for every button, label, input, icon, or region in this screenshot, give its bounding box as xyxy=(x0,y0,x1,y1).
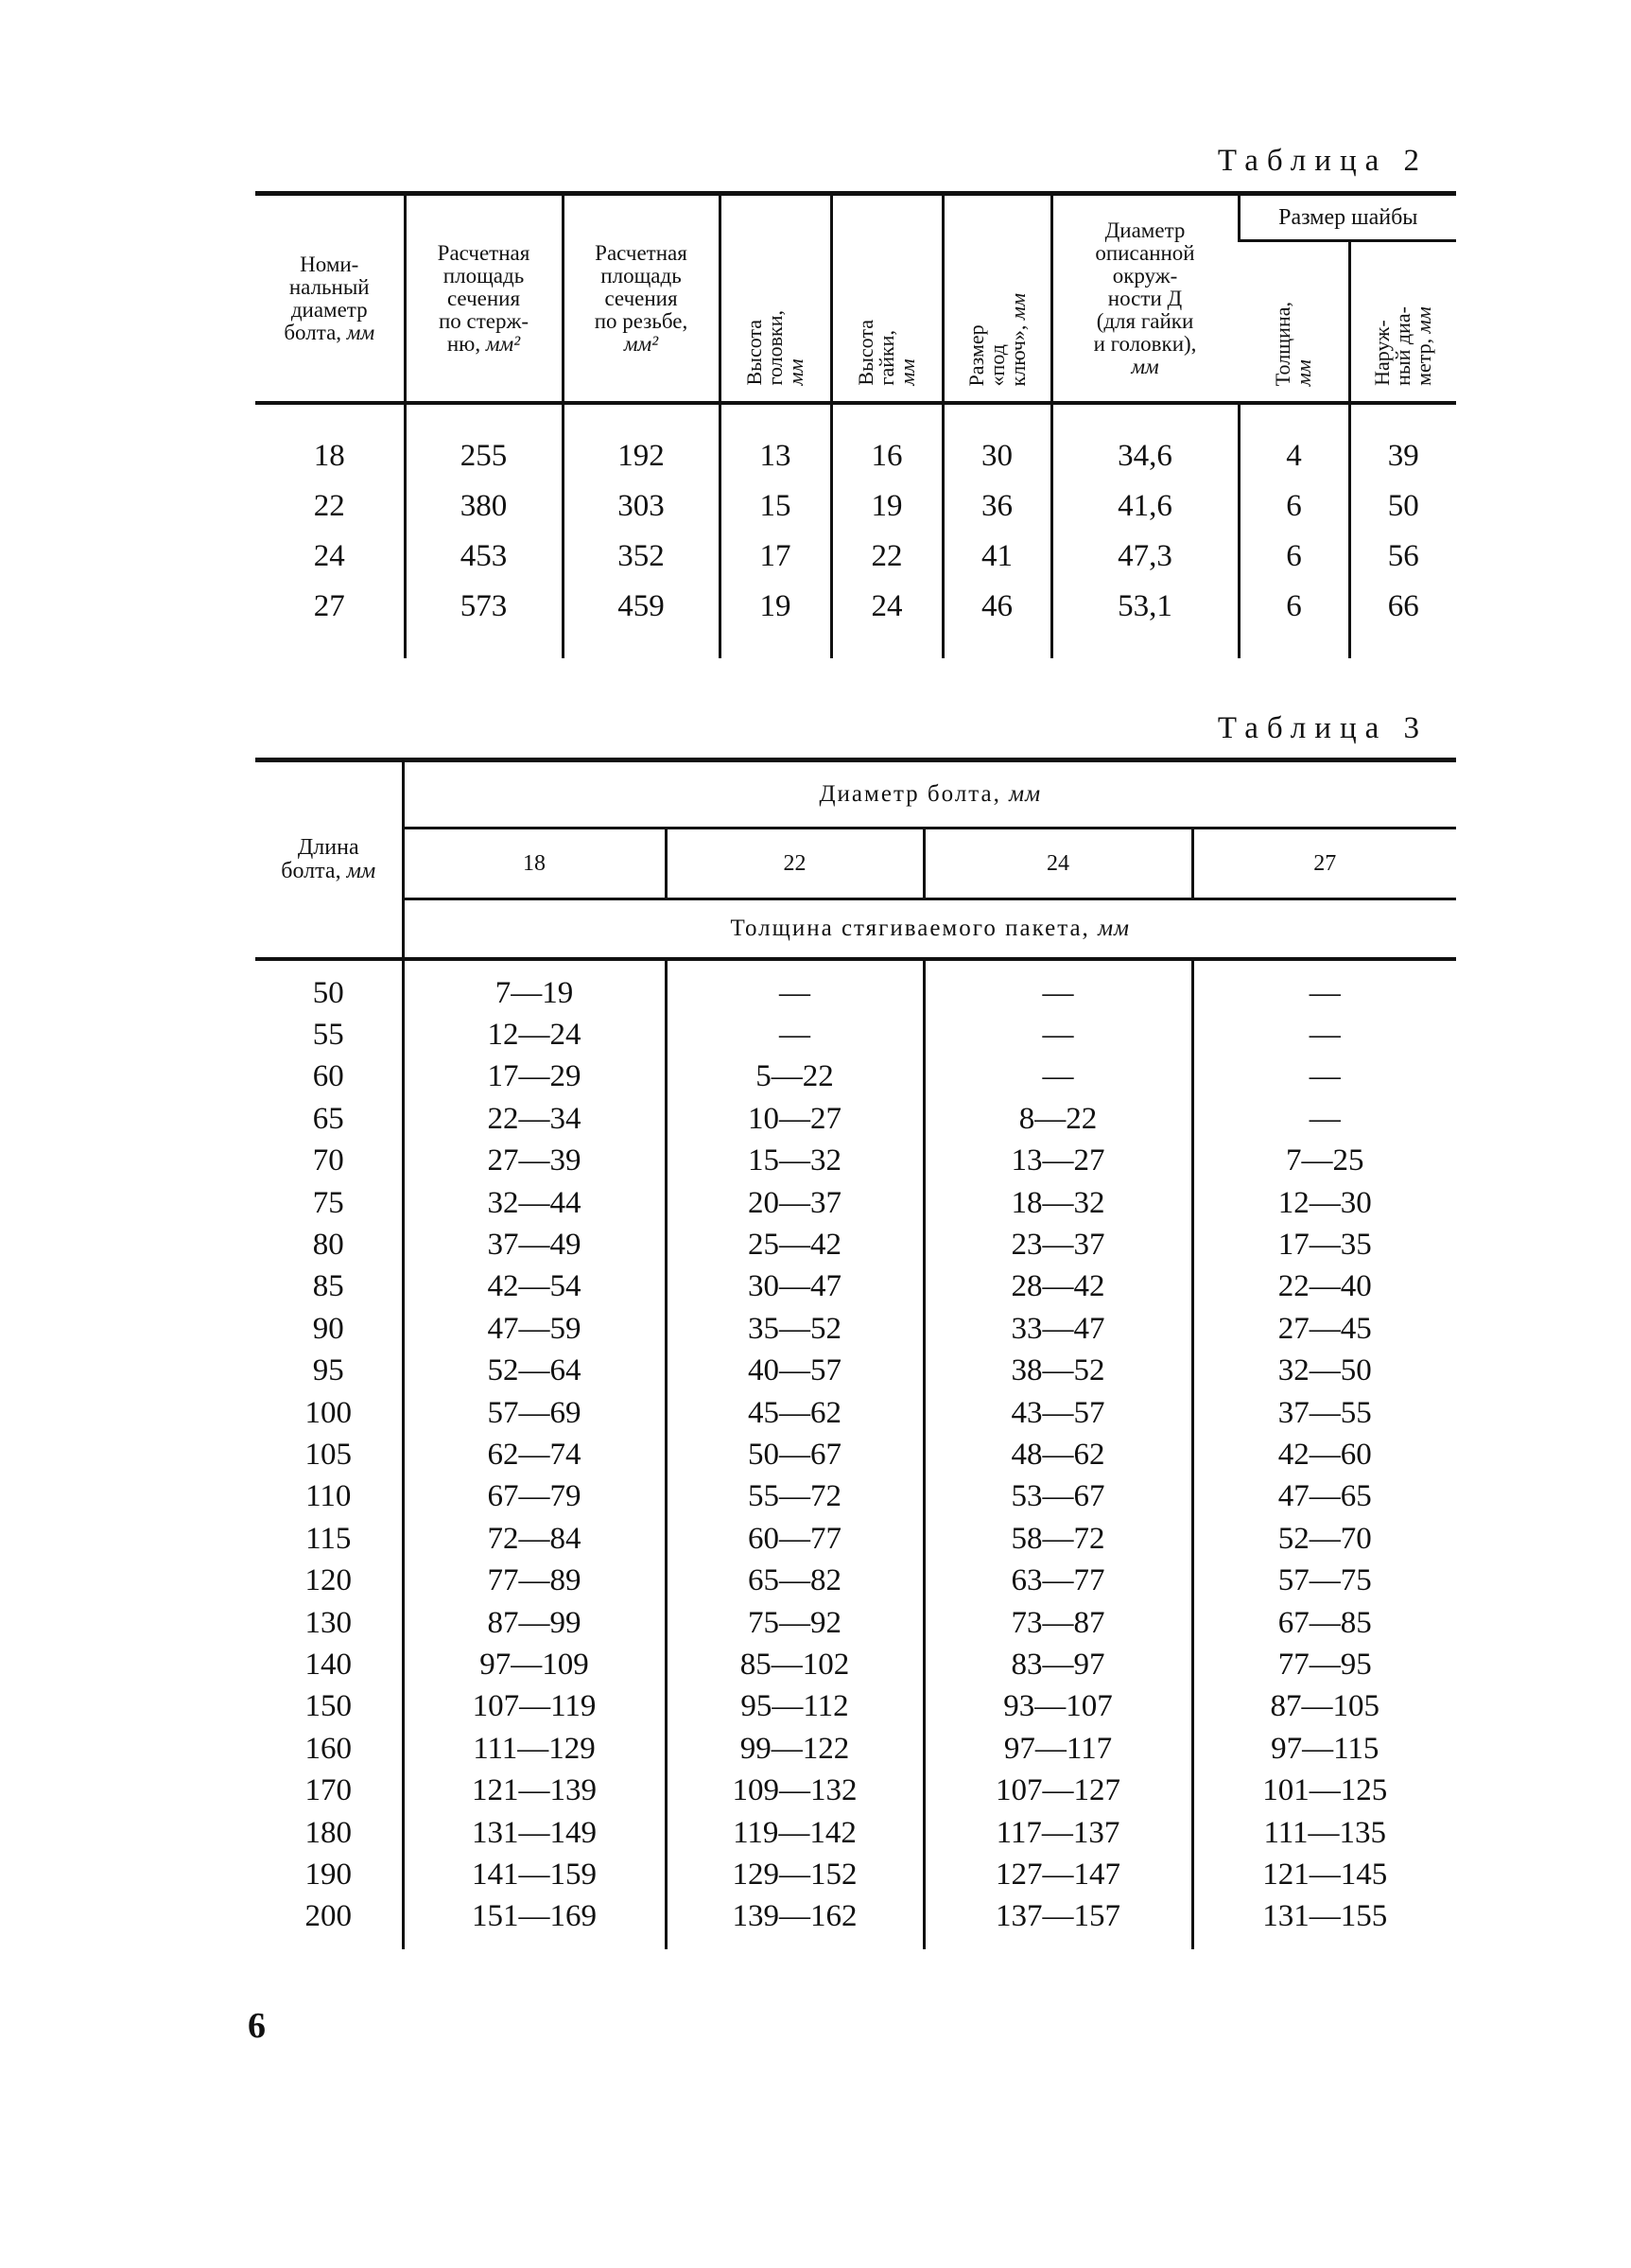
table-row xyxy=(255,582,1456,658)
header-area-thread: Расчетная площадь сечения по резьбе, мм² xyxy=(563,194,720,404)
table-cell: 23—37 xyxy=(924,1224,1192,1265)
table-cell: 7—25 xyxy=(1286,1143,1364,1178)
table-row xyxy=(255,532,1456,582)
table-cell: 13 xyxy=(720,403,831,481)
table-cell: 140 xyxy=(255,1644,403,1685)
header-nut-height: Высота гайки, мм xyxy=(831,194,943,404)
table-cell: 73—87 xyxy=(924,1602,1192,1644)
table-cell: 27 xyxy=(313,589,345,623)
table-cell: 36 xyxy=(943,481,1051,532)
table-cell: 97—117 xyxy=(924,1728,1192,1770)
table-cell: 200 xyxy=(255,1896,403,1949)
table-cell: 35—52 xyxy=(666,1308,924,1350)
table-cell: 111—135 xyxy=(1263,1815,1387,1850)
table-cell: 60—77 xyxy=(666,1518,924,1560)
table-cell: 5—22 xyxy=(666,1056,924,1098)
table-cell: 30—47 xyxy=(666,1266,924,1308)
table-cell: 83—97 xyxy=(924,1644,1192,1685)
table-cell: 111—129 xyxy=(403,1728,666,1770)
table-row xyxy=(255,1308,1456,1350)
table-3-caption: Таблица 3 xyxy=(1217,711,1428,745)
table-cell: 70 xyxy=(255,1141,403,1182)
table-cell: 18—32 xyxy=(924,1182,1192,1224)
header-wrench-size: Размер «под ключ», мм xyxy=(943,194,1051,404)
table-cell: 67—79 xyxy=(403,1476,666,1518)
table-cell: — xyxy=(666,959,924,1014)
table-cell: 58—72 xyxy=(924,1518,1192,1560)
table-row xyxy=(255,1434,1456,1475)
table-cell: 45—62 xyxy=(666,1392,924,1434)
table-cell: 573 xyxy=(405,582,563,658)
table-cell: 160 xyxy=(255,1728,403,1770)
table-cell: 15—32 xyxy=(666,1141,924,1182)
table-cell: 17—29 xyxy=(403,1056,666,1098)
table-cell: — xyxy=(1309,1059,1341,1094)
table-cell: 75—92 xyxy=(666,1602,924,1644)
diameter-22: 22 xyxy=(666,829,924,899)
table-2-caption: Таблица 2 xyxy=(1217,144,1428,178)
diameter-27: 27 xyxy=(1192,829,1456,899)
table-cell: 24 xyxy=(313,539,345,573)
table-cell: 100 xyxy=(255,1392,403,1434)
table-cell: 85 xyxy=(255,1266,403,1308)
header-washer-outer-diameter: Наруж- ный диа- метр, мм xyxy=(1349,241,1456,404)
table-cell: 459 xyxy=(563,582,720,658)
table-row xyxy=(255,481,1456,532)
table-cell: 53,1 xyxy=(1051,582,1239,658)
table-cell: 127—147 xyxy=(924,1854,1192,1895)
table-cell: 97—109 xyxy=(403,1644,666,1685)
table-cell: 115 xyxy=(255,1518,403,1560)
table-cell: 24 xyxy=(831,582,943,658)
table-cell: 190 xyxy=(255,1854,403,1895)
table-row xyxy=(255,1728,1456,1770)
table-cell: 43—57 xyxy=(924,1392,1192,1434)
table-cell: 137—157 xyxy=(924,1896,1192,1949)
table-cell: 47—65 xyxy=(1277,1479,1372,1514)
table-cell: 85—102 xyxy=(666,1644,924,1685)
table-cell: 28—42 xyxy=(924,1266,1192,1308)
table-cell: 95 xyxy=(255,1351,403,1392)
table-cell: 27—39 xyxy=(403,1141,666,1182)
table-row xyxy=(255,1560,1456,1601)
page-number: 6 xyxy=(248,2006,266,2046)
table-cell: 72—84 xyxy=(403,1518,666,1560)
table-cell: 121—139 xyxy=(403,1770,666,1811)
table-row xyxy=(255,1602,1456,1644)
table-cell: 50 xyxy=(255,959,403,1014)
table-cell: 33—47 xyxy=(924,1308,1192,1350)
table-cell: 75 xyxy=(255,1182,403,1224)
header-head-height: Высота головки, мм xyxy=(720,194,831,404)
table-cell: 130 xyxy=(255,1602,403,1644)
table-cell: 90 xyxy=(255,1308,403,1350)
table-cell: 6 xyxy=(1239,481,1349,532)
table-3 xyxy=(255,758,1456,1949)
table-cell: 38—52 xyxy=(924,1351,1192,1392)
table-cell: 453 xyxy=(405,532,563,582)
table-cell: 32—50 xyxy=(1277,1353,1372,1388)
table-row xyxy=(255,1812,1456,1854)
table-cell: 62—74 xyxy=(403,1434,666,1475)
table-cell: 39 xyxy=(1349,403,1456,481)
table-row xyxy=(255,403,1456,481)
table-cell: 131—155 xyxy=(1262,1899,1388,1934)
table-row xyxy=(255,1098,1456,1140)
table-cell: 65 xyxy=(255,1098,403,1140)
table-cell: 255 xyxy=(405,403,563,481)
table-cell: 48—62 xyxy=(924,1434,1192,1475)
table-cell: 20—37 xyxy=(666,1182,924,1224)
table-cell: — xyxy=(666,1014,924,1055)
table-cell: 180 xyxy=(255,1812,403,1854)
table-cell: 41,6 xyxy=(1051,481,1239,532)
table-cell: 37—55 xyxy=(1277,1395,1372,1430)
table-cell: 87—99 xyxy=(403,1602,666,1644)
table-cell: 110 xyxy=(255,1476,403,1518)
table-row xyxy=(255,1351,1456,1392)
table-cell: 352 xyxy=(563,532,720,582)
table-cell: 15 xyxy=(720,481,831,532)
table-cell: 56 xyxy=(1349,532,1456,582)
table-row xyxy=(255,1854,1456,1895)
header-washer-size: Размер шайбы xyxy=(1239,194,1456,241)
table-cell: 66 xyxy=(1349,582,1456,658)
table-cell: 22 xyxy=(831,532,943,582)
table-cell: 63—77 xyxy=(924,1560,1192,1601)
table-cell: 52—70 xyxy=(1277,1521,1372,1556)
table-cell: — xyxy=(1309,1018,1341,1053)
table-cell: 47,3 xyxy=(1051,532,1239,582)
table-cell: 27—45 xyxy=(1277,1311,1372,1346)
table-cell: 67—85 xyxy=(1277,1605,1372,1640)
table-cell: 10—27 xyxy=(666,1098,924,1140)
table-cell: 13—27 xyxy=(924,1141,1192,1182)
table-cell: 119—142 xyxy=(666,1812,924,1854)
header-circumscribed-diameter: Диаметр описанной окруж- ности Д (для гайки и головки), мм xyxy=(1051,194,1239,404)
table-cell: 57—69 xyxy=(403,1392,666,1434)
table-cell: 117—137 xyxy=(924,1812,1192,1854)
table-cell: 150 xyxy=(255,1686,403,1728)
table-cell: 77—95 xyxy=(1277,1647,1372,1682)
table-cell: — xyxy=(1309,1101,1341,1136)
table-cell: 52—64 xyxy=(403,1351,666,1392)
table-row xyxy=(255,1182,1456,1224)
table-cell: 7—19 xyxy=(403,959,666,1014)
table-cell: 17—35 xyxy=(1277,1228,1372,1263)
table-cell: 12—30 xyxy=(1277,1185,1372,1220)
table-cell: 107—127 xyxy=(924,1770,1192,1811)
table-cell: 57—75 xyxy=(1277,1563,1372,1598)
table-cell: — xyxy=(924,1014,1192,1055)
table-cell: 32—44 xyxy=(403,1182,666,1224)
table-cell: — xyxy=(924,959,1192,1014)
table-cell: 80 xyxy=(255,1224,403,1265)
table-cell: 19 xyxy=(831,481,943,532)
table-cell: 34,6 xyxy=(1051,403,1239,481)
table-cell: 17 xyxy=(720,532,831,582)
table-cell: — xyxy=(924,1056,1192,1098)
table-cell: 30 xyxy=(943,403,1051,481)
table-cell: 42—60 xyxy=(1277,1437,1372,1472)
table-cell: 40—57 xyxy=(666,1351,924,1392)
table-cell: 47—59 xyxy=(403,1308,666,1350)
header-washer-thickness: Толщина, мм xyxy=(1239,241,1349,404)
table-cell: 105 xyxy=(255,1434,403,1475)
table-cell: 8—22 xyxy=(924,1098,1192,1140)
table-cell: 151—169 xyxy=(403,1896,666,1949)
table-cell: 380 xyxy=(405,481,563,532)
table-cell: 6 xyxy=(1239,532,1349,582)
table-cell: 22—40 xyxy=(1277,1269,1372,1304)
table-cell: 101—125 xyxy=(1262,1773,1388,1808)
table-cell: 19 xyxy=(720,582,831,658)
diameter-18: 18 xyxy=(403,829,666,899)
table-row xyxy=(255,1266,1456,1308)
table-cell: 22 xyxy=(313,489,345,523)
table-row xyxy=(255,1770,1456,1811)
table-cell: 303 xyxy=(563,481,720,532)
table-row xyxy=(255,1518,1456,1560)
table-cell: — xyxy=(1309,975,1341,1010)
table-cell: 109—132 xyxy=(666,1770,924,1811)
table-2 xyxy=(255,191,1456,658)
table-cell: 46 xyxy=(943,582,1051,658)
table-cell: 53—67 xyxy=(924,1476,1192,1518)
table-cell: 192 xyxy=(563,403,720,481)
table-cell: 50—67 xyxy=(666,1434,924,1475)
table-cell: 16 xyxy=(831,403,943,481)
header-area-rod: Расчетная площадь сечения по стерж- ню, мм² xyxy=(405,194,563,404)
table-cell: 107—119 xyxy=(403,1686,666,1728)
header-nominal-diameter: Номи- нальный диаметр болта, мм xyxy=(255,194,405,404)
table-cell: 65—82 xyxy=(666,1560,924,1601)
table-cell: 141—159 xyxy=(403,1854,666,1895)
table-cell: 97—115 xyxy=(1271,1731,1379,1766)
table-cell: 41 xyxy=(943,532,1051,582)
header-package-thickness: Толщина стягиваемого пакета, мм xyxy=(403,899,1456,960)
header-bolt-length: Длина болта, мм xyxy=(255,760,403,960)
table-row xyxy=(255,1141,1456,1182)
table-row xyxy=(255,959,1456,1014)
table-cell: 12—24 xyxy=(403,1014,666,1055)
table-cell: 18 xyxy=(313,439,345,473)
table-row xyxy=(255,1014,1456,1055)
table-cell: 121—145 xyxy=(1262,1857,1388,1892)
header-bolt-diameter: Диаметр болта, мм xyxy=(819,781,1042,807)
table-cell: 95—112 xyxy=(666,1686,924,1728)
table-row xyxy=(255,1644,1456,1685)
table-cell: 129—152 xyxy=(666,1854,924,1895)
diameter-24: 24 xyxy=(924,829,1192,899)
table-cell: 55—72 xyxy=(666,1476,924,1518)
table-cell: 60 xyxy=(255,1056,403,1098)
table-cell: 170 xyxy=(255,1770,403,1811)
table-cell: 77—89 xyxy=(403,1560,666,1601)
table-cell: 131—149 xyxy=(403,1812,666,1854)
table-cell: 22—34 xyxy=(403,1098,666,1140)
table-row xyxy=(255,1056,1456,1098)
table-row xyxy=(255,1224,1456,1265)
table-cell: 87—105 xyxy=(1270,1689,1380,1724)
table-row xyxy=(255,1392,1456,1434)
table-cell: 37—49 xyxy=(403,1224,666,1265)
table-row xyxy=(255,1476,1456,1518)
table-cell: 4 xyxy=(1239,403,1349,481)
table-cell: 50 xyxy=(1349,481,1456,532)
table-cell: 139—162 xyxy=(666,1896,924,1949)
table-cell: 42—54 xyxy=(403,1266,666,1308)
table-cell: 93—107 xyxy=(924,1686,1192,1728)
table-cell: 120 xyxy=(255,1560,403,1601)
table-cell: 55 xyxy=(255,1014,403,1055)
table-cell: 6 xyxy=(1239,582,1349,658)
table-cell: 99—122 xyxy=(666,1728,924,1770)
table-row xyxy=(255,1686,1456,1728)
table-row xyxy=(255,1896,1456,1949)
table-cell: 25—42 xyxy=(666,1224,924,1265)
